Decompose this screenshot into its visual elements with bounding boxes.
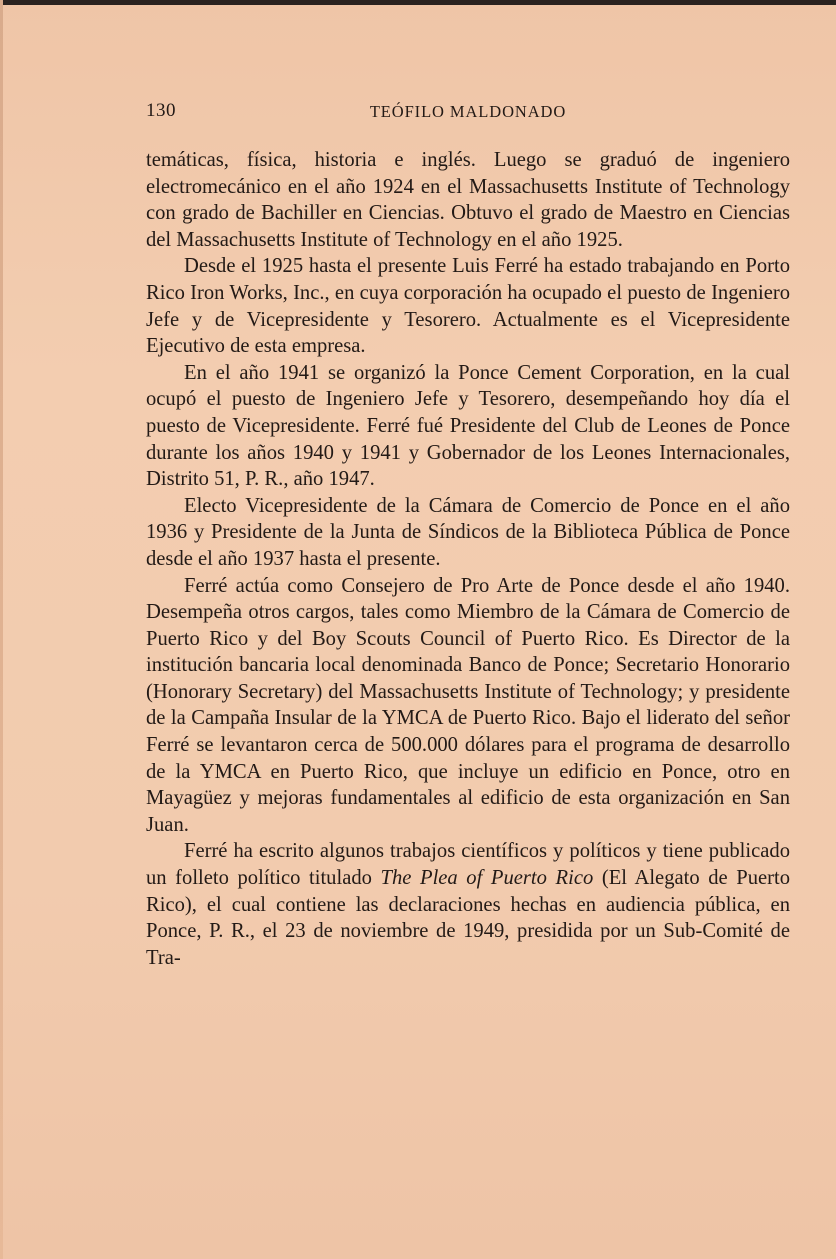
paragraph-6-text-after: (El Alegato de Puerto Rico), el cual contiene las declaraciones hechas en audiencia pública, en Ponce, P. R., el 23 de noviembre de 1949, presidida por un Sub-Comité de Tra-: [146, 867, 791, 969]
page-left-edge: [0, 0, 3, 1259]
paragraph-4: Electo Vicepresidente de la Cámara de Comercio de Ponce en el año 1936 y Presidente de la Junta de Síndicos de la Biblioteca Pública de Ponce desde el año 1937 hasta el presente.: [146, 494, 790, 570]
paragraph-5: Ferré actúa como Consejero de Pro Arte de Ponce desde el año 1940. Desempeña otros cargos, tales como Miembro de la Cámara de Comercio de Puerto Rico y del Boy Scouts Council of Puerto Rico. Es Director de la institución bancaria local denominada Banco de Ponce; Secretario Honorario (Honorary Secretary) del Massachusetts Institute of Technology; y presidente de la Campaña Insular de la YMCA de Puerto Rico. Bajo el liderato del señor Ferré se levantaron cerca de 500.000 dólares para el programa de desarrollo de la YMCA en Puerto Rico, que incluye un edificio en Ponce, otro en Mayagüez y mejoras fundamentales al edificio de esta organización en San Juan.: [146, 574, 790, 836]
paragraph-2: Desde el 1925 hasta el presente Luis Ferré ha estado trabajando en Porto Rico Iron Works, Inc., en cuya corporación ha ocupado el puesto de Ingeniero Jefe y de Vicepresidente y Tesorero. Actualmente es el Vicepresidente Ejecutivo de esta empresa.: [146, 255, 790, 358]
running-title: TEÓFILO MALDONADO: [369, 102, 567, 121]
book-title-italic: The Plea of Puerto Rico: [380, 867, 594, 890]
running-head: [146, 100, 790, 128]
body-text: [146, 147, 790, 971]
paragraph-3: En el año 1941 se organizó la Ponce Cement Corporation, en la cual ocupó el puesto de Ingeniero Jefe y Tesorero, desempeñando hoy día el puesto de Vicepresidente. Ferré fué Presidente del Club de Leones de Ponce durante los años 1940 y 1941 y Gobernador de los Leones Internacionales, Distrito 51, P. R., año 1947.: [146, 361, 790, 491]
page-top-edge: [0, 0, 836, 5]
page-number: 130: [146, 100, 176, 121]
paragraph-6: [146, 838, 790, 971]
paragraph-6-text-before: Ferré ha escrito algunos trabajos científicos y políticos y tiene publicado un folleto político titulado: [146, 840, 790, 890]
paragraph-1: temáticas, física, historia e inglés. Luego se graduó de ingeniero electromecánico en el año 1924 en el Massachusetts Institute of Technology con grado de Bachiller en Ciencias. Obtuvo el grado de Maestro en Ciencias del Massachusetts Institute of Technology en el año 1925.: [146, 149, 790, 251]
